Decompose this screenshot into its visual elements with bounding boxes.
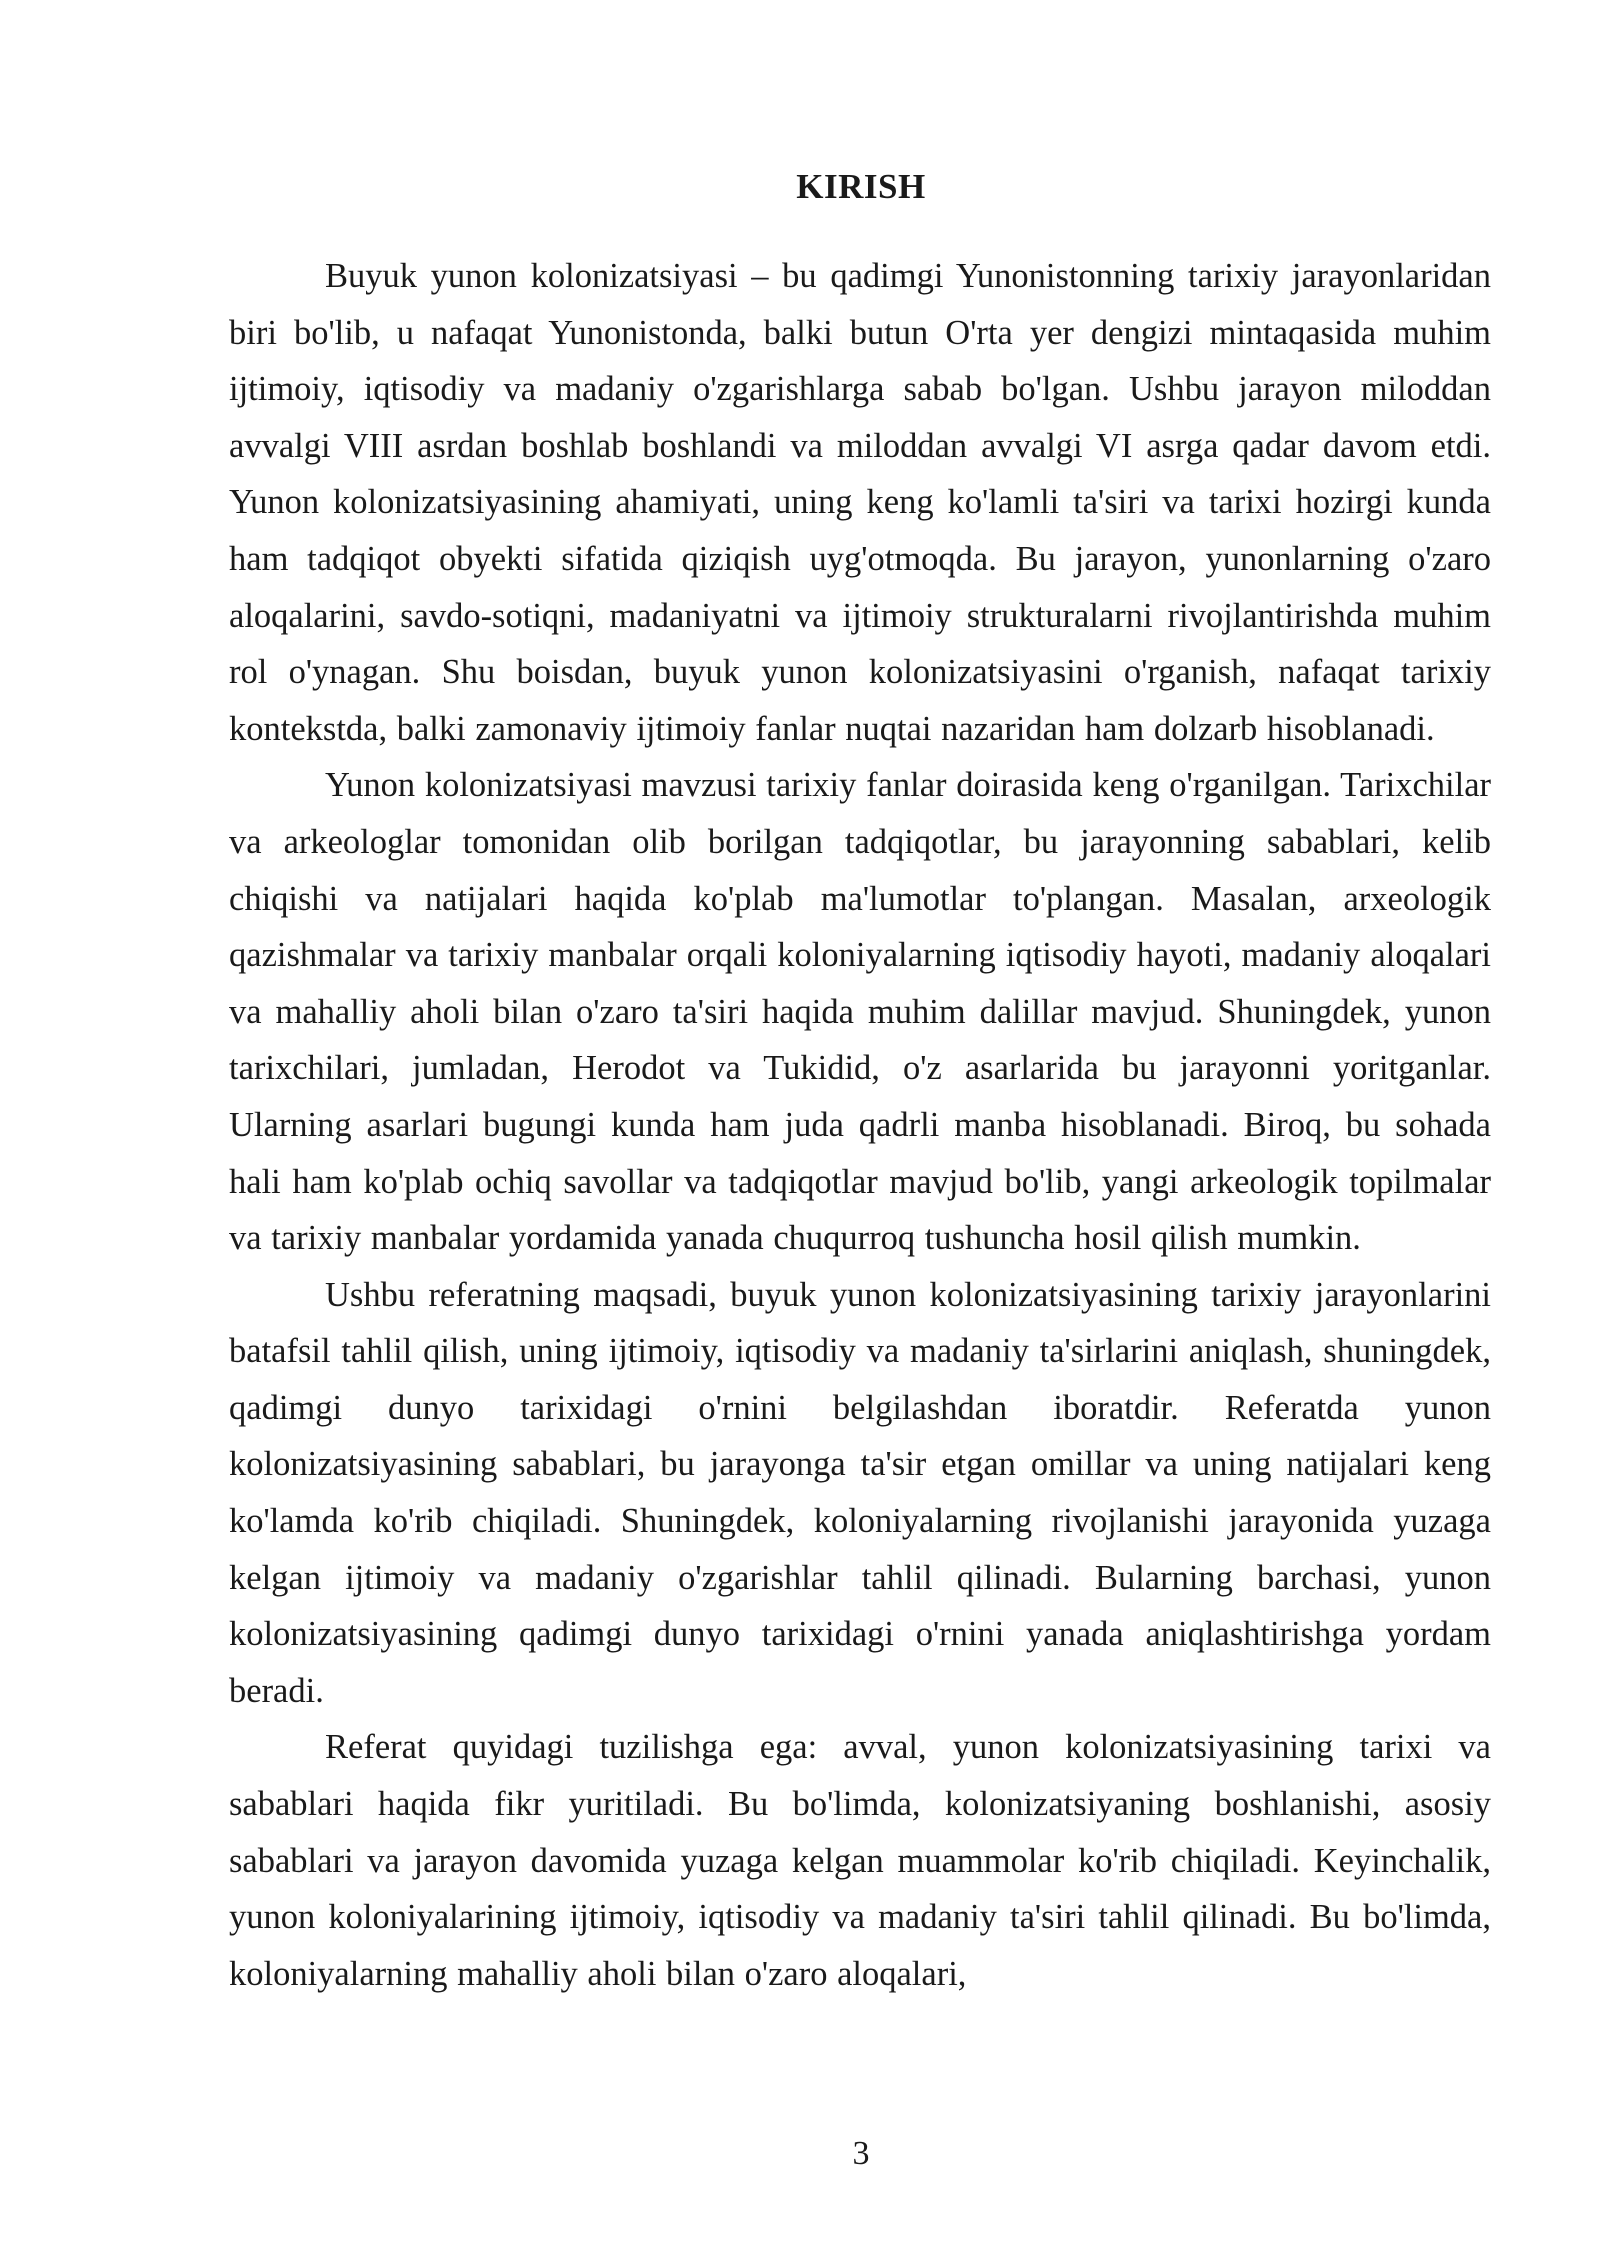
paragraph-3: Ushbu referatning maqsadi, buyuk yunon kolonizatsiyasining tarixiy jarayonlarini batafsil tahlil qilish, uning ijtimoiy, iqtisodiy va madaniy ta'sirlarini aniqlash, shuningdek, qadimgi dunyo tarixidagi o'rnini belgilashdan iboratdir. Referatda yunon kolonizatsiyasining sabablari, bu jarayonga ta'sir etgan omillar va uning natijalari keng ko'lamda ko'rib chiqiladi. Shuningdek, koloniyalarning rivojlanishi jarayonida yuzaga kelgan ijtimoiy va madaniy o'zgarishlar tahlil qilinadi. Bularning barchasi, yunon kolonizatsiyasining qadimgi dunyo tarixidagi o'rnini yanada aniqlashtirishga yordam beradi. (229, 1275, 1491, 1710)
page-number: 3 (852, 2135, 870, 2172)
paragraph-1: Buyuk yunon kolonizatsiyasi – bu qadimgi Yunonistonning tarixiy jarayonlaridan biri bo'lib, u nafaqat Yunonistonda, balki butun O'rta yer dengizi mintaqasida muhim ijtimoiy, iqtisodiy va madaniy o'zgarishlarga sabab bo'lgan. Ushbu jarayon miloddan avvalgi VIII asrdan boshlab boshlandi va miloddan avvalgi VI asrga qadar davom etdi. Yunon kolonizatsiyasining ahamiyati, uning keng ko'lamli ta'siri va tarixi hozirgi kunda ham tadqiqot obyekti sifatida qiziqish uyg'otmoqda. Bu jarayon, yunonlarning o'zaro aloqalarini, savdo-sotiqni, madaniyatni va ijtimoiy strukturalarni rivojlantirishda muhim rol o'ynagan. Shu boisdan, buyuk yunon kolonizatsiyasini o'rganish, nafaqat tarixiy kontekstda, balki zamonaviy ijtimoiy fanlar nuqtai nazaridan ham dolzarb hisoblanadi. (229, 257, 1491, 748)
paragraph-2: Yunon kolonizatsiyasi mavzusi tarixiy fanlar doirasida keng o'rganilgan. Tarixchilar va arkeologlar tomonidan olib borilgan tadqiqotlar, bu jarayonning sabablari, kelib chiqishi va natijalari haqida ko'plab ma'lumotlar to'plangan. Masalan, arxeologik qazishmalar va tarixiy manbalar orqali koloniyalarning iqtisodiy hayoti, madaniy aloqalari va mahalliy aholi bilan o'zaro ta'siri haqida muhim dalillar mavjud. Shuningdek, yunon tarixchilari, jumladan, Herodot va Tukidid, o'z asarlarida bu jarayonni yoritganlar. Ularning asarlari bugungi kunda ham juda qadrli manba hisoblanadi. Biroq, bu sohada hali ham ko'plab ochiq savollar va tadqiqotlar mavjud bo'lib, yangi arkeologik topilmalar va tarixiy manbalar yordamida yanada chuqurroq tushuncha hosil qilish mumkin. (229, 766, 1491, 1258)
page-title: KIRISH (796, 167, 926, 206)
paragraph-4: Referat quyidagi tuzilishga ega: avval, yunon kolonizatsiyasining tarixi va sabablari haqida fikr yuritiladi. Bu bo'limda, kolonizatsiyaning boshlanishi, asosiy sabablari va jarayon davomida yuzaga kelgan muammolar ko'rib chiqiladi. Keyinchalik, yunon koloniyalarining ijtimoiy, iqtisodiy va madaniy ta'siri tahlil qilinadi. Bu bo'limda, koloniyalarning mahalliy aholi bilan o'zaro aloqalari, (229, 1728, 1491, 1993)
document-body (229, 248, 1491, 2002)
